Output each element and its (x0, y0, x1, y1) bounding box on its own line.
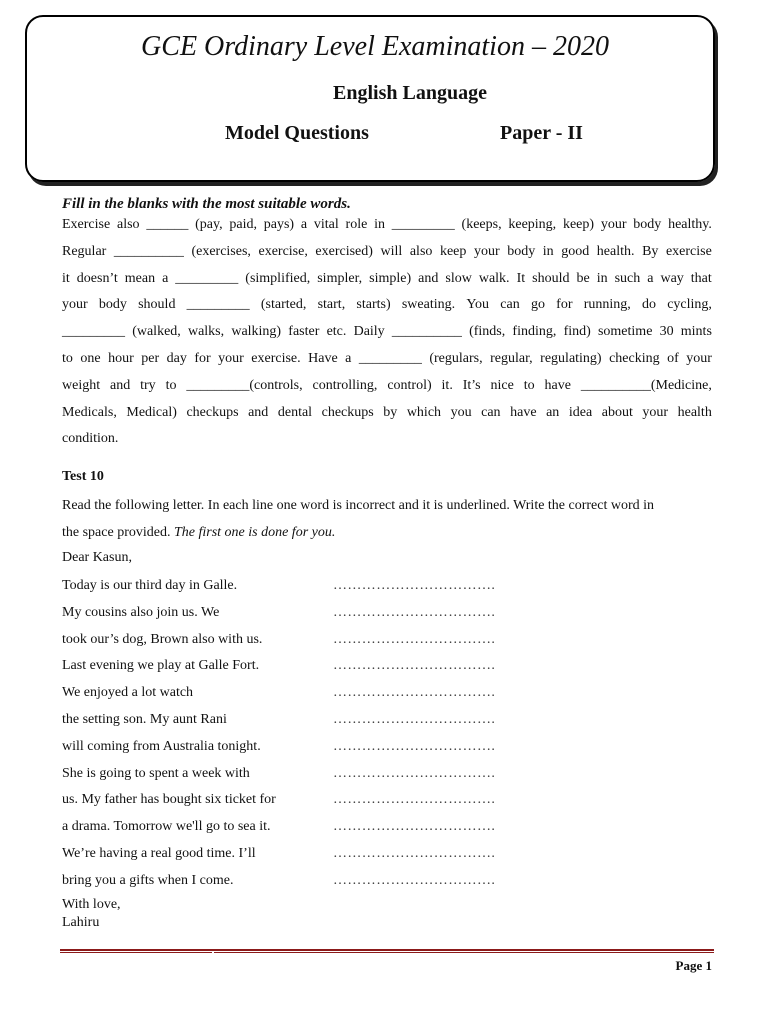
word: controlling, (312, 377, 378, 393)
word: finding, (512, 324, 557, 340)
word: such (614, 270, 641, 286)
word: Daily (353, 324, 385, 340)
word: (pay, (195, 217, 223, 232)
paper-label: Paper - II (500, 122, 583, 144)
word: walk. (478, 270, 510, 286)
word: health (677, 404, 712, 420)
section2-instruction (62, 493, 712, 547)
answer-blank[interactable]: ……………………………. (333, 845, 496, 861)
word: walks, (187, 324, 225, 340)
answer-blank[interactable]: ……………………………. (333, 819, 496, 835)
word: _________ (186, 297, 250, 313)
word: good (561, 243, 590, 259)
word: an (546, 404, 560, 420)
section2-instruction-line2 (62, 520, 712, 547)
paragraph-line (62, 292, 712, 319)
word: ______ (146, 217, 189, 232)
word: a (162, 270, 169, 286)
letter-line-text: bring you a gifts when I come. (62, 872, 234, 888)
word: your (642, 404, 669, 420)
word: be (576, 270, 590, 286)
word: slow (445, 270, 472, 286)
closing-text: With love, (62, 897, 121, 912)
word: one (80, 350, 101, 366)
letter-line (62, 707, 522, 734)
word: idea (568, 404, 593, 420)
word: By (642, 243, 659, 259)
word: nice (490, 377, 514, 393)
letter-line (62, 627, 522, 654)
word: (exercises, (191, 243, 251, 259)
answer-blank[interactable]: ……………………………. (333, 685, 496, 701)
word: paid, (229, 217, 257, 232)
letter-line (62, 787, 522, 814)
word: go (530, 297, 545, 313)
word: to (62, 350, 73, 366)
letter-salutation: Dear Kasun, (62, 550, 132, 565)
answer-blank[interactable]: ……………………………. (333, 872, 496, 888)
letter-line-text: My cousins also join us. We (62, 604, 220, 620)
word: You (466, 297, 490, 313)
word: should (138, 297, 176, 313)
word: doesn’t (76, 270, 118, 286)
word: you (450, 404, 472, 420)
word: have (544, 377, 571, 393)
paragraph-line (62, 239, 712, 266)
paragraph-line (62, 266, 712, 293)
word: (simplified, (245, 270, 311, 286)
word: starts) (356, 297, 391, 313)
paragraph-line (62, 212, 712, 239)
word: __________ (113, 243, 184, 259)
word: (keeps, (461, 217, 502, 232)
word: body (633, 217, 662, 232)
word: checkups (321, 404, 374, 420)
word: body (98, 297, 127, 313)
signature-text: Lahiru (62, 915, 100, 930)
word: by (383, 404, 398, 420)
word: simpler, (317, 270, 363, 286)
letter-line-text: a drama. Tomorrow we'll go to sea it. (62, 819, 271, 835)
word: __________(Medicine, (580, 377, 712, 393)
footer-rule-gap (212, 951, 214, 954)
paragraph-line (62, 400, 712, 427)
word: _________ (62, 324, 125, 340)
word: healthy. (668, 217, 712, 232)
word: regular, (490, 350, 533, 366)
word: sometime (597, 324, 653, 340)
letter-line-text: took our’s dog, Brown also with us. (62, 631, 263, 647)
word: also (409, 243, 433, 259)
answer-blank[interactable]: ……………………………. (333, 578, 496, 593)
letter-line (62, 600, 522, 627)
word: it (62, 270, 70, 286)
letter-line (62, 841, 522, 868)
exam-title: GCE Ordinary Level Examination – 2020 (141, 31, 609, 62)
answer-blank[interactable]: ……………………………. (333, 765, 496, 781)
word: keep) (562, 217, 595, 232)
letter-line (62, 573, 522, 600)
word: body (507, 243, 536, 259)
instruction-normal-text: the space provided. (62, 524, 174, 540)
footer-rule (60, 949, 714, 953)
word: Exercise (62, 217, 111, 232)
word: It (516, 270, 526, 286)
word: and (248, 404, 269, 420)
word: __________ (391, 324, 462, 340)
word: exercised) (315, 243, 373, 259)
word: (started, (260, 297, 307, 313)
page-number: Page 1 (675, 958, 712, 973)
word: a (345, 350, 352, 366)
word: Regular (62, 243, 107, 259)
paragraph-line (62, 319, 712, 346)
section1-instruction: Fill in the blanks with the most suitable words. (62, 196, 351, 212)
word: and (418, 270, 439, 286)
word: weight (62, 377, 101, 393)
word: for (556, 297, 573, 313)
letter-line-text: We’re having a real good time. I’ll (62, 845, 256, 861)
word: your (218, 350, 244, 366)
word: should (532, 270, 570, 286)
word: cycling, (667, 297, 712, 313)
word: Have (308, 350, 338, 366)
answer-blank[interactable]: ……………………………. (333, 792, 496, 808)
word: a (647, 270, 654, 286)
word: your (600, 217, 627, 232)
answer-blank[interactable]: ……………………………. (333, 711, 496, 727)
word: hour (108, 350, 134, 366)
word: vital (313, 217, 339, 232)
word: (walked, (132, 324, 181, 340)
subject-title: English Language (333, 82, 487, 104)
word: can (481, 404, 501, 420)
word: in (596, 270, 608, 286)
word: _________ (358, 350, 422, 366)
word: day (166, 350, 187, 366)
word: control) (387, 377, 432, 393)
word: in (374, 217, 385, 232)
letter-line (62, 734, 522, 761)
letter-line-text: Last evening we play at Galle Fort. (62, 658, 260, 674)
fill-blanks-paragraph (62, 212, 712, 453)
word: walking) (231, 324, 282, 340)
word: simple) (369, 270, 412, 286)
word: pays) (263, 217, 295, 232)
word: will (380, 243, 403, 259)
word: a (300, 217, 308, 232)
word: _________(controls, (186, 377, 303, 393)
word: _________ (391, 217, 455, 232)
word: sweating. (401, 297, 456, 313)
word: etc. (326, 324, 347, 340)
word: do (641, 297, 656, 313)
letter-line-text: She is going to spent a week with (62, 765, 250, 781)
word: find) (563, 324, 591, 340)
word: regulating) (540, 350, 602, 366)
word: your (62, 297, 88, 313)
word: exercise (665, 243, 712, 259)
word: health. (596, 243, 635, 259)
word: exercise. (251, 350, 301, 366)
test-title: Test 10 (62, 469, 104, 484)
letter-line-text: Today is our third day in Galle. (62, 578, 238, 593)
model-questions-label: Model Questions (225, 122, 369, 144)
letter-line-text: the setting son. My aunt Rani (62, 711, 227, 727)
letter-line (62, 761, 522, 788)
instruction-italic-text: The first one is done for you. (173, 524, 336, 540)
word: (regulars, (429, 350, 483, 366)
letter-line-text: We enjoyed a lot watch (62, 685, 194, 701)
word: start, (317, 297, 346, 313)
word: way (660, 270, 684, 286)
word: keeping, (508, 217, 557, 232)
section2-instruction-line1: Read the following letter. In each line one word is incorrect and it is underlined. Write the correct word in (62, 498, 655, 513)
word: It’s (462, 377, 481, 393)
word: and (110, 377, 131, 393)
letter-line (62, 868, 522, 895)
letter-body (62, 573, 522, 895)
word: for (194, 350, 211, 366)
answer-blank[interactable]: ……………………………. (333, 604, 496, 620)
word: role (345, 217, 368, 232)
word: checking (609, 350, 660, 366)
letter-line-text: will coming from Australia tonight. (62, 738, 261, 754)
word: that (690, 270, 712, 286)
word: it. (441, 377, 453, 393)
word: have (510, 404, 537, 420)
word: your (686, 350, 712, 366)
word: (finds, (469, 324, 506, 340)
letter-line-text: us. My father has bought six ticket for (62, 792, 276, 808)
answer-blank[interactable]: ……………………………. (333, 738, 496, 754)
letter-line (62, 814, 522, 841)
word: faster (288, 324, 320, 340)
letter-closing (62, 896, 121, 932)
word: exercise, (258, 243, 308, 259)
word: keep (439, 243, 467, 259)
word: mean (124, 270, 156, 286)
letter-line (62, 680, 522, 707)
paragraph-line (62, 346, 712, 373)
word: mints (680, 324, 712, 340)
word: to (165, 377, 177, 393)
word: your (473, 243, 500, 259)
word: running, (583, 297, 631, 313)
word: in (542, 243, 554, 259)
word: _________ (175, 270, 239, 286)
paragraph-line: condition. (62, 431, 119, 447)
word: which (406, 404, 442, 420)
letter-line (62, 653, 522, 680)
word: to (523, 377, 535, 393)
word: of (667, 350, 679, 366)
word: try (140, 377, 156, 393)
paragraph-line (62, 373, 712, 400)
word: 30 (659, 324, 674, 340)
word: checkups (186, 404, 239, 420)
word: about (601, 404, 633, 420)
answer-blank[interactable]: ……………………………. (333, 658, 496, 674)
answer-blank[interactable]: ……………………………. (333, 631, 496, 647)
word: per (141, 350, 160, 366)
word: also (116, 217, 140, 232)
word: dental (277, 404, 313, 420)
word: Medicals, (62, 404, 117, 420)
word: can (500, 297, 520, 313)
word: Medical) (126, 404, 177, 420)
